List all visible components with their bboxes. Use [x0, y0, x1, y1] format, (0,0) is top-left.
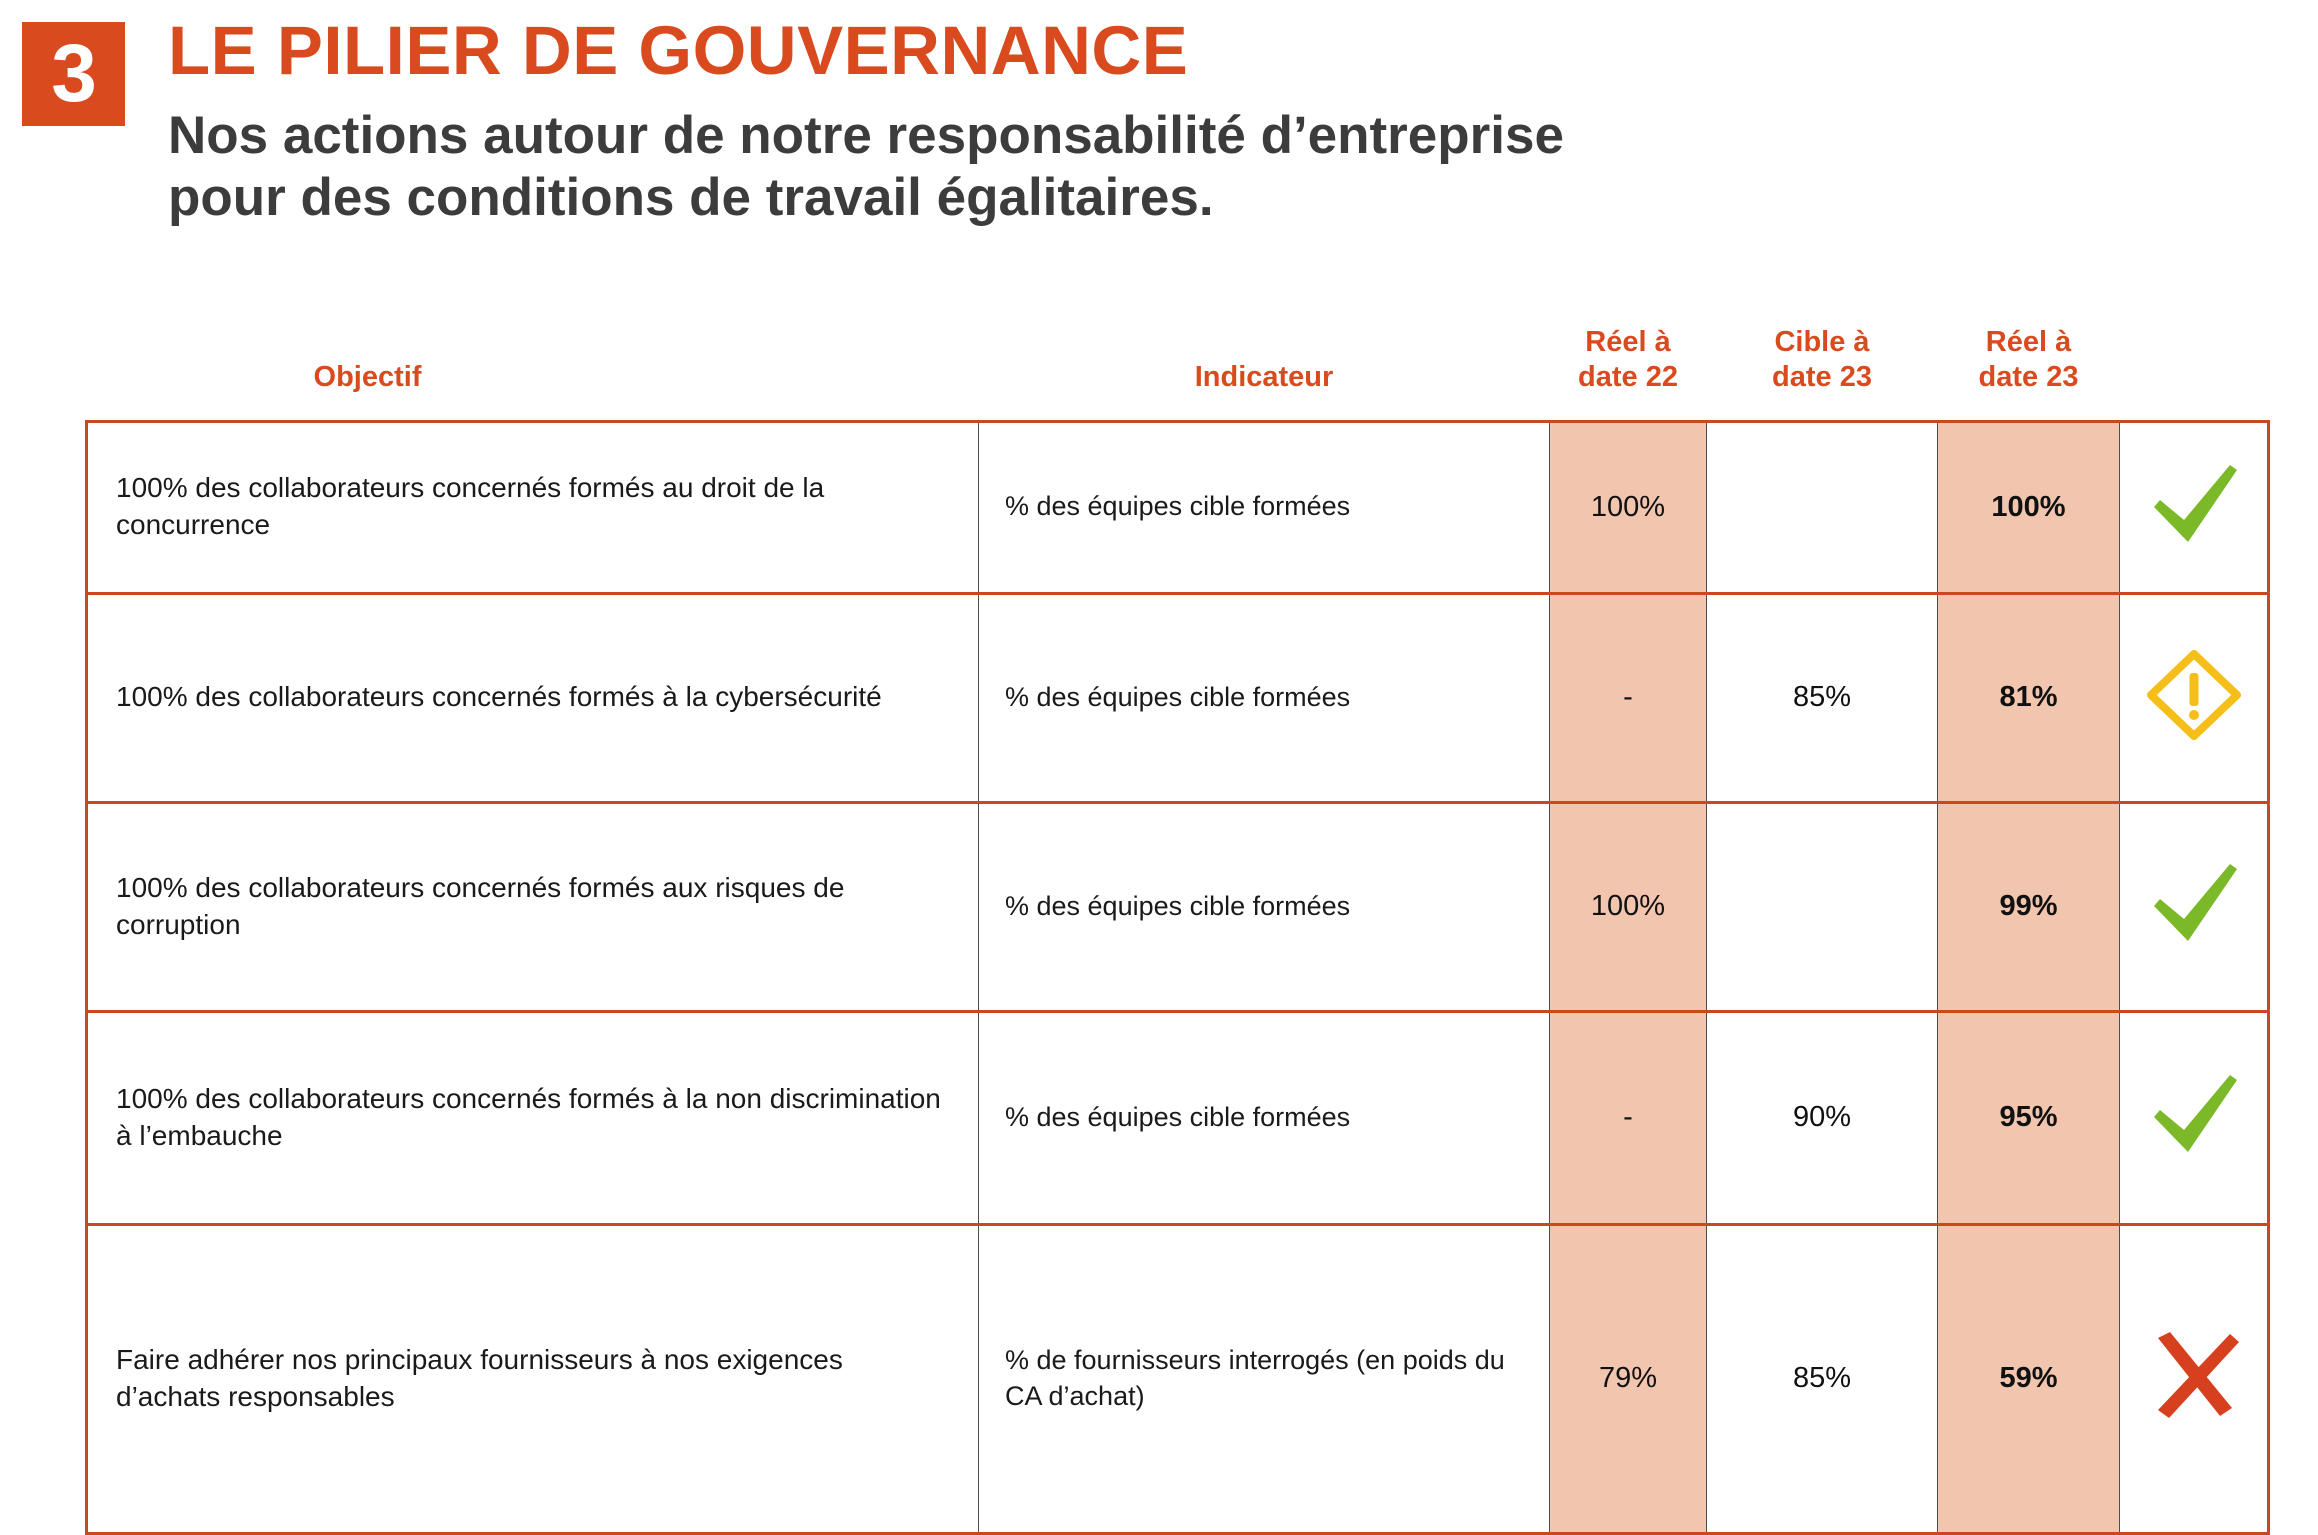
cell-statut	[2120, 1224, 2269, 1533]
warning-icon	[2144, 649, 2244, 741]
column-header-reel-23	[1938, 325, 2120, 421]
cell-reel-22: -	[1550, 1011, 1707, 1224]
kpi-table-head	[87, 325, 2269, 421]
cell-objectif: 100% des collaborateurs concernés formés à la cybersécurité	[87, 593, 979, 802]
cell-cible-23: 85%	[1707, 1224, 1938, 1533]
cell-indicateur: % des équipes cible formées	[979, 1011, 1550, 1224]
cell-indicateur: % des équipes cible formées	[979, 421, 1550, 593]
cell-statut	[2120, 802, 2269, 1011]
cell-indicateur: % de fournisseurs interrogés (en poids du CA d’achat)	[979, 1224, 1550, 1533]
cell-cible-23: 90%	[1707, 1011, 1938, 1224]
kpi-table-body	[87, 421, 2269, 1533]
cell-reel-23: 95%	[1938, 1011, 2120, 1224]
page-subtitle-line-2: pour des conditions de travail égalitaires.	[168, 168, 1214, 228]
table-row	[87, 593, 2269, 802]
table-header-row	[87, 325, 2269, 421]
cell-cible-23	[1707, 421, 1938, 593]
cell-cible-23	[1707, 802, 1938, 1011]
table-row	[87, 421, 2269, 593]
page-title: LE PILIER DE GOUVERNANCE	[168, 12, 1189, 89]
cell-reel-23: 59%	[1938, 1224, 2120, 1533]
cell-reel-23: 99%	[1938, 802, 2120, 1011]
cross-icon	[2144, 1330, 2244, 1422]
cell-reel-22: 100%	[1550, 802, 1707, 1011]
column-header-objectif: Objectif	[313, 361, 422, 394]
page-header	[0, 0, 2318, 300]
column-header-indicateur: Indicateur	[1194, 361, 1334, 394]
cell-objectif: 100% des collaborateurs concernés formés au droit de la concurrence	[87, 421, 979, 593]
page-subtitle-line-1: Nos actions autour de notre responsabilité d’entreprise	[168, 105, 1564, 165]
table-row	[87, 1011, 2269, 1224]
cell-statut	[2120, 421, 2269, 593]
page-subtitle	[168, 105, 2268, 230]
cell-reel-23: 100%	[1938, 421, 2120, 593]
kpi-table-container	[85, 325, 2267, 1535]
check-icon	[2144, 1069, 2244, 1161]
column-header-statut	[2120, 325, 2269, 421]
column-header-cible-23-line-1: Cible à	[1774, 326, 1870, 358]
column-header-reel-22-line-2: date 22	[1578, 361, 1678, 394]
cell-indicateur: % des équipes cible formées	[979, 593, 1550, 802]
column-header-reel-22	[1550, 325, 1707, 421]
cell-reel-22: 79%	[1550, 1224, 1707, 1533]
cell-objectif: 100% des collaborateurs concernés formés aux risques de corruption	[87, 802, 979, 1011]
column-header-reel-23-line-2: date 23	[1978, 361, 2079, 394]
section-number-badge: 3	[22, 22, 125, 126]
header-text-block	[168, 14, 2268, 230]
column-header-cible-23	[1707, 325, 1938, 421]
column-header-reel-23-line-1: Réel à	[1985, 326, 2072, 358]
check-icon	[2144, 459, 2244, 551]
table-row	[87, 1224, 2269, 1533]
check-icon	[2144, 858, 2244, 950]
cell-reel-22: -	[1550, 593, 1707, 802]
cell-reel-22: 100%	[1550, 421, 1707, 593]
cell-statut	[2120, 593, 2269, 802]
column-header-cible-23-line-2: date 23	[1772, 361, 1872, 394]
cell-cible-23: 85%	[1707, 593, 1938, 802]
kpi-table	[85, 325, 2270, 1535]
table-row	[87, 802, 2269, 1011]
cell-objectif: 100% des collaborateurs concernés formés à la non discrimination à l’embauche	[87, 1011, 979, 1224]
column-header-reel-22-line-1: Réel à	[1585, 326, 1671, 358]
cell-reel-23: 81%	[1938, 593, 2120, 802]
cell-indicateur: % des équipes cible formées	[979, 802, 1550, 1011]
cell-objectif: Faire adhérer nos principaux fournisseurs à nos exigences d’achats responsables	[87, 1224, 979, 1533]
cell-statut	[2120, 1011, 2269, 1224]
